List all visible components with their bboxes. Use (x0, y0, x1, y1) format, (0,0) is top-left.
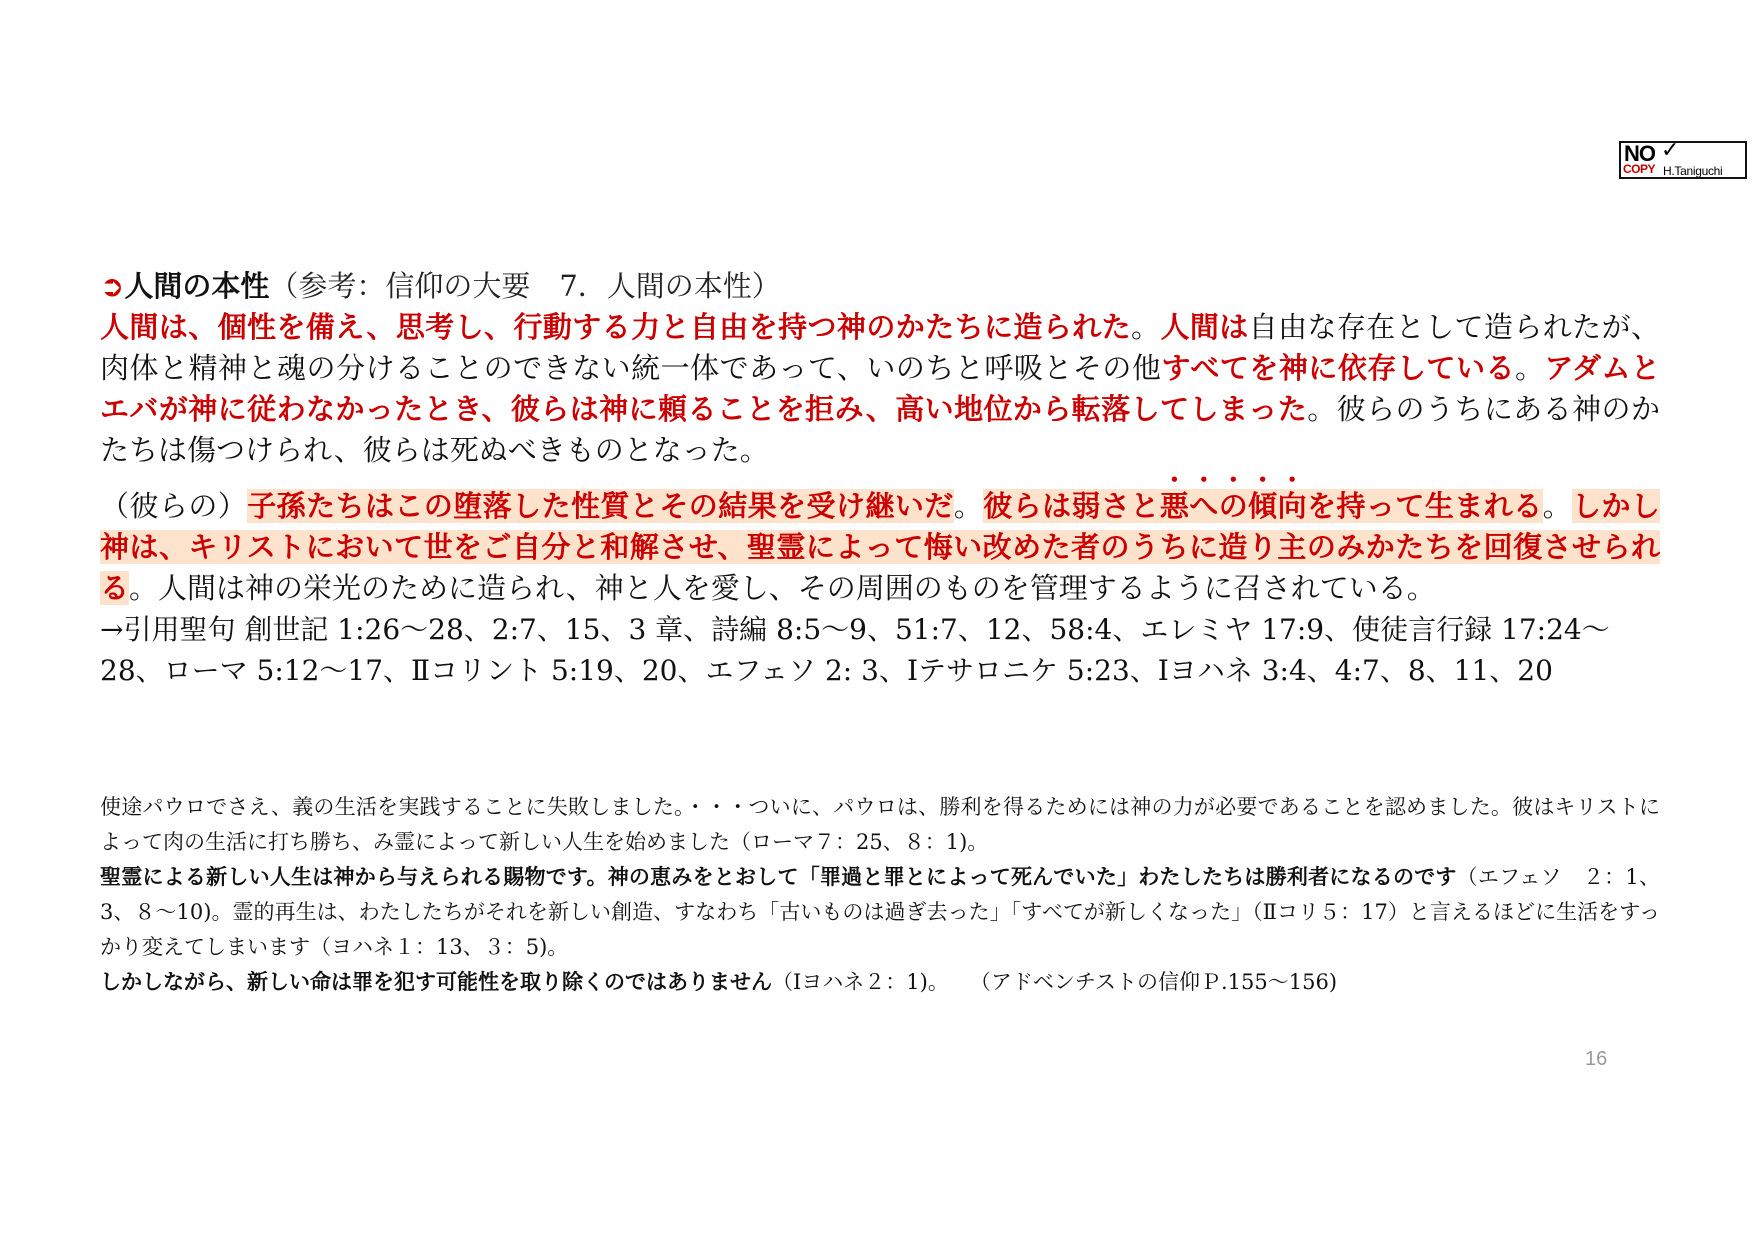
section-heading (100, 266, 1660, 307)
main-content (100, 266, 1660, 691)
body-text: 。人間は神の栄光のために造られ、神と人を愛し、その周囲のものを管理するように召されている。 (129, 571, 1436, 605)
body-paragraph (100, 307, 1660, 609)
quote-text: （Ⅰヨハネ２：1)。 （アドベンチストの信仰Ｐ.155〜156) (772, 970, 1338, 994)
quote-paragraph (100, 965, 1660, 1000)
emphasis-text: アダムとエバが神に従わなかったとき、彼らは神に頼ることを拒み、高い地位から転落してしまった (100, 351, 1660, 426)
quote-bold-text: 聖霊による新しい人生は神から与えられる賜物です。神の恵みをとおして「罪過と罪とによって死んでいた」わたしたちは勝利者になるのです (100, 865, 1457, 889)
heading-reference: （参考：信仰の大要 7．人間の本性） (269, 269, 781, 303)
heading-title: 人間の本性 (124, 269, 270, 303)
quote-block (100, 790, 1660, 1000)
highlighted-text: 子孫たちはこの堕落した性質とその結果を受け継いだ (247, 489, 954, 523)
no-copy-logo (1619, 141, 1747, 179)
body-text: 。 (1542, 489, 1573, 523)
body-text: 。 (1131, 310, 1161, 344)
scripture-references: →引用聖句 創世記 1:26〜28、2:7、15、3 章、詩編 8:5〜9、51:7、12、58:4、エレミヤ 17:9、使徒言行録 17:24〜28、ローマ 5:12〜17、Ⅱコリント 5:19、20、エフェソ 2: 3、Ⅰテサロニケ 5:23、Ⅰヨハネ 3:4、4:7、8、11、20 (100, 613, 1610, 687)
body-text: （彼らの） (100, 489, 248, 523)
body-text: 。 (953, 489, 984, 523)
highlighted-emphasis-dots-text: 悪への傾向 (1159, 489, 1308, 523)
body-text: 。 (1514, 351, 1545, 385)
highlighted-text: しかし神は、キリストにおいて世をご自分と和解させ、聖霊によって悔い改めた者のうちに造り主のみかたちを回復させられる (100, 489, 1660, 605)
highlighted-text: を持って生まれる (1307, 489, 1543, 523)
logo-no-text: NO (1624, 141, 1655, 166)
quote-paragraph (100, 790, 1660, 860)
body-text: 。彼らのうちにある神のかたちは傷つけられ、彼らは死ぬべきものとなった。 (100, 392, 1660, 467)
quote-text: 使途パウロでさえ、義の生活を実践することに失敗しました。・・・ついに、パウロは、勝利を得るためには神の力が必要であることを認めました。彼はキリストによって肉の生活に打ち勝ち、み霊によって新しい人生を始めました（ローマ７：25、８：1)。 (100, 795, 1660, 854)
highlighted-text: 彼らは弱さと (983, 489, 1160, 523)
quote-text: （エフェソ ２：1、3、８〜10)。霊的再生は、わたしたちがそれを新しい創造、すなわち「古いものは過ぎ去った」「すべてが新しくなった」（Ⅱコリ５：17）と言えるほどに生活をすっかり変えてしまいます（ヨハネ１：13、３：5)。 (100, 865, 1660, 959)
body-text: 自由な存在として造られたが、肉体と精神と魂の分けることのできない統一体であって、いのちと呼吸とその他 (100, 310, 1660, 385)
quote-bold-text: しかしながら、新しい命は罪を犯す可能性を取り除くのではありません (100, 970, 772, 994)
arrow-bullet-icon: ➲ (100, 269, 125, 303)
emphasis-text: 人間は、個性を備え、思考し、行動する力と自由を持つ神のかたちに造られた (100, 310, 1132, 344)
emphasis-text: 人間は (1160, 310, 1249, 344)
quote-paragraph (100, 860, 1660, 965)
logo-copy-text: COPY (1623, 162, 1656, 176)
logo-author-name: H.Taniguchi (1663, 164, 1723, 178)
check-icon: ✓ (1661, 141, 1680, 163)
page-number: 16 (1585, 1048, 1608, 1070)
emphasis-text: すべてを神に依存している (1161, 351, 1515, 385)
